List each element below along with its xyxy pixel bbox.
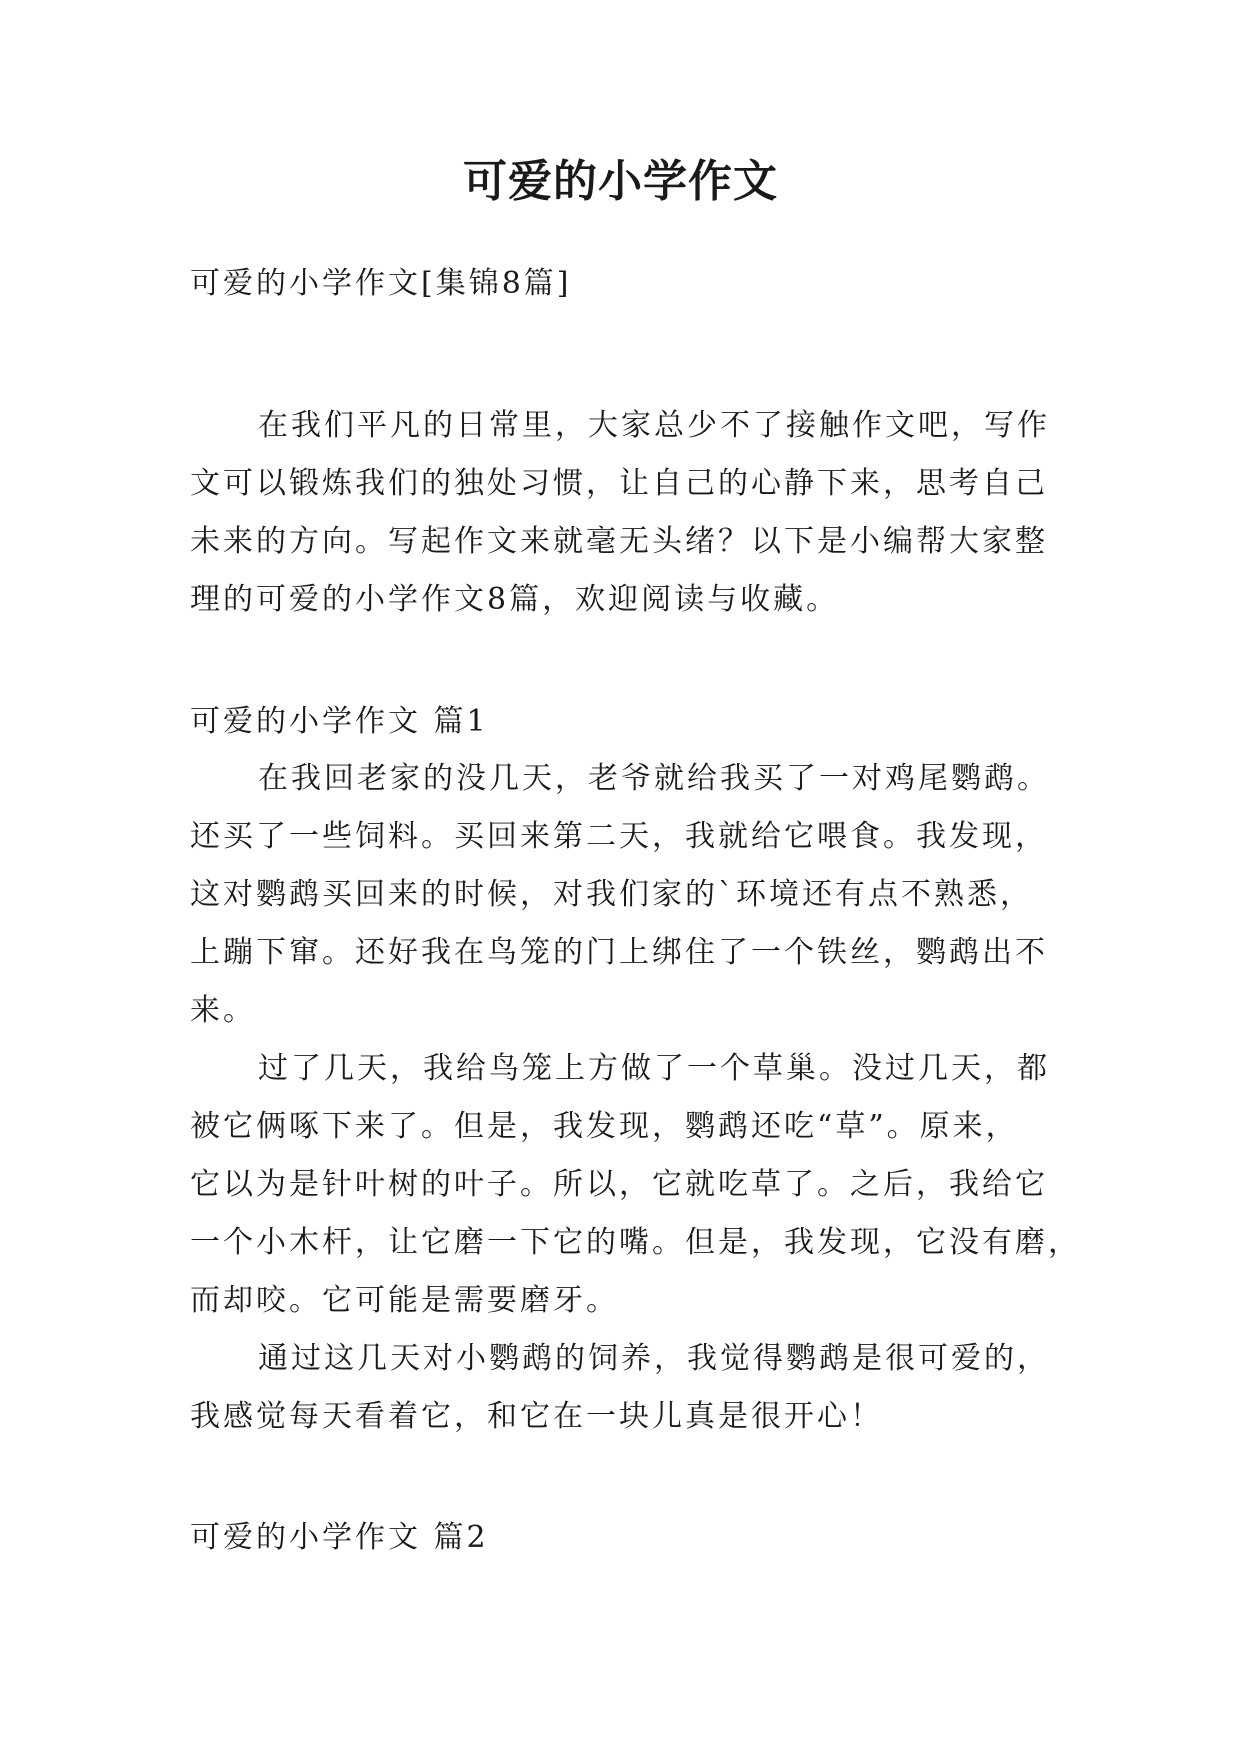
- paragraph-line: 我感觉每天看着它，和它在一块儿真是很开心！: [190, 1399, 883, 1434]
- paragraph-line: 还买了一些饲料。买回来第二天，我就给它喂食。我发现，: [190, 819, 1048, 854]
- section-heading: 可爱的小学作文 篇2: [190, 1520, 489, 1555]
- intro-line: 文可以锻炼我们的独处习惯，让自己的心静下来，思考自己: [190, 466, 1048, 501]
- paragraph-line: 而却咬。它可能是需要磨牙。: [190, 1283, 619, 1318]
- section-heading: 可爱的小学作文 篇1: [190, 704, 489, 739]
- paragraph-line: 来。: [190, 993, 256, 1028]
- paragraph-line: 这对鹦鹉买回来的时候，对我们家的`环境还有点不熟悉，: [190, 877, 1033, 912]
- document-subtitle: 可爱的小学作文[集锦8篇]: [190, 266, 572, 301]
- paragraph-line: 通过这几天对小鹦鹉的饲养，我觉得鹦鹉是很可爱的，: [258, 1341, 1050, 1376]
- paragraph-line: 在我回老家的没几天，老爷就给我买了一对鸡尾鹦鹉。: [258, 761, 1050, 796]
- paragraph-line: 过了几天，我给鸟笼上方做了一个草巢。没过几天，都: [258, 1051, 1050, 1086]
- paragraph-line: 上蹦下窜。还好我在鸟笼的门上绑住了一个铁丝，鹦鹉出不: [190, 935, 1048, 970]
- intro-line: 未来的方向。写起作文来就毫无头绪？以下是小编帮大家整: [190, 524, 1048, 559]
- paragraph-line: 被它俩啄下来了。但是，我发现，鹦鹉还吃“草”。原来，: [190, 1109, 1019, 1144]
- paragraph-line: 它以为是针叶树的叶子。所以，它就吃草了。之后，我给它: [190, 1167, 1048, 1202]
- intro-line: 在我们平凡的日常里，大家总少不了接触作文吧，写作: [258, 408, 1050, 443]
- intro-line: 理的可爱的小学作文8篇，欢迎阅读与收藏。: [190, 582, 840, 617]
- document-title: 可爱的小学作文: [463, 156, 778, 207]
- paragraph-line: 一个小木杆，让它磨一下它的嘴。但是，我发现，它没有磨，: [190, 1225, 1081, 1260]
